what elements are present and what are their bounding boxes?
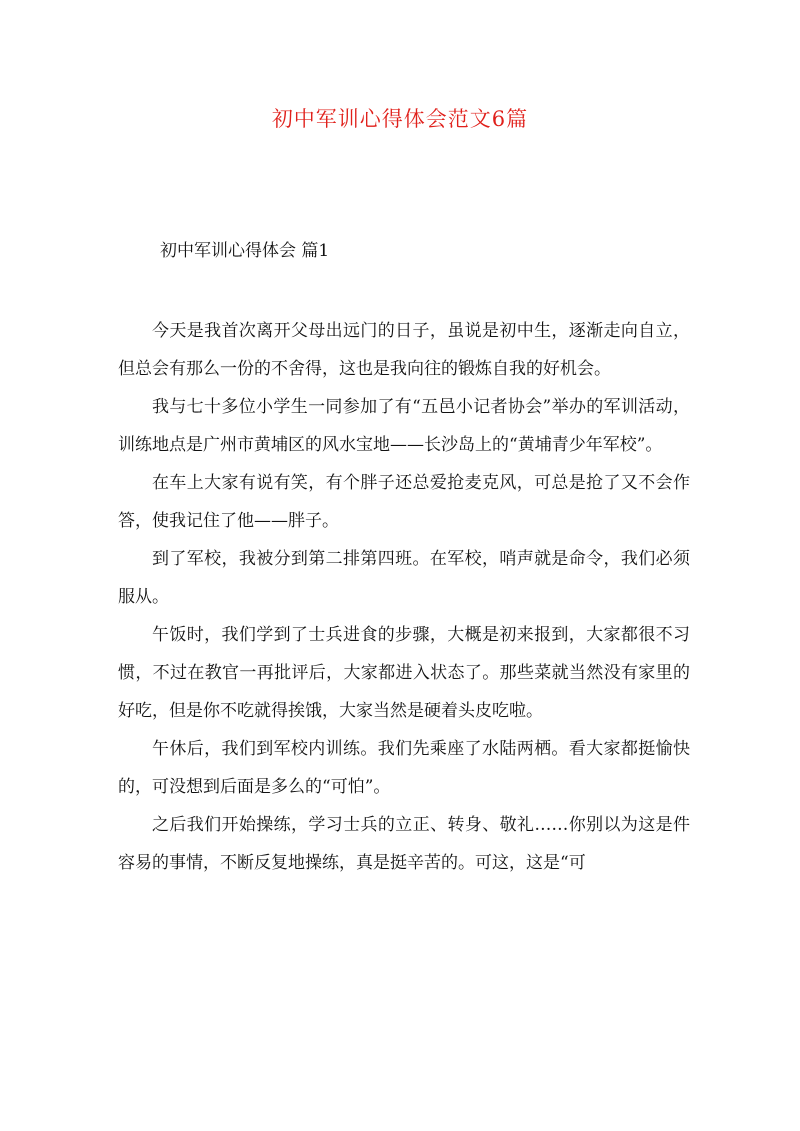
paragraph: 在车上大家有说有笑，有个胖子还总爱抢麦克风，可总是抢了又不会作答，使我记住了他——胖子。	[118, 473, 690, 531]
paragraph: 我与七十多位小学生一同参加了有“五邑小记者协会”举办的军训活动，训练地点是广州市黄埔区的风水宝地——长沙岛上的“黄埔青少年军校”。	[118, 397, 690, 455]
document-title: 初中军训心得体会范文6篇	[271, 107, 529, 131]
paragraph: 午休后，我们到军校内训练。我们先乘座了水陆两栖。看大家都挺愉快的，可没想到后面是多么的“可怕”。	[118, 739, 690, 797]
paragraph: 今天是我首次离开父母出远门的日子，虽说是初中生，逐渐走向自立，但总会有那么一份的不舍得，这也是我向往的锻炼自我的好机会。	[118, 321, 690, 379]
document-body	[118, 312, 690, 882]
paragraph: 之后我们开始操练，学习士兵的立正、转身、敬礼……你别以为这是件容易的事情，不断反复地操练，真是挺辛苦的。可这，这是“可	[118, 815, 690, 873]
paragraph: 午饭时，我们学到了士兵进食的步骤，大概是初来报到，大家都很不习惯，不过在教官一再批评后，大家都进入状态了。那些菜就当然没有家里的好吃，但是你不吃就得挨饿，大家当然是硬着头皮吃啦。	[118, 625, 690, 721]
section-heading: 初中军训心得体会 篇1	[160, 241, 330, 261]
paragraph: 到了军校，我被分到第二排第四班。在军校，哨声就是命令，我们必须服从。	[118, 549, 690, 607]
